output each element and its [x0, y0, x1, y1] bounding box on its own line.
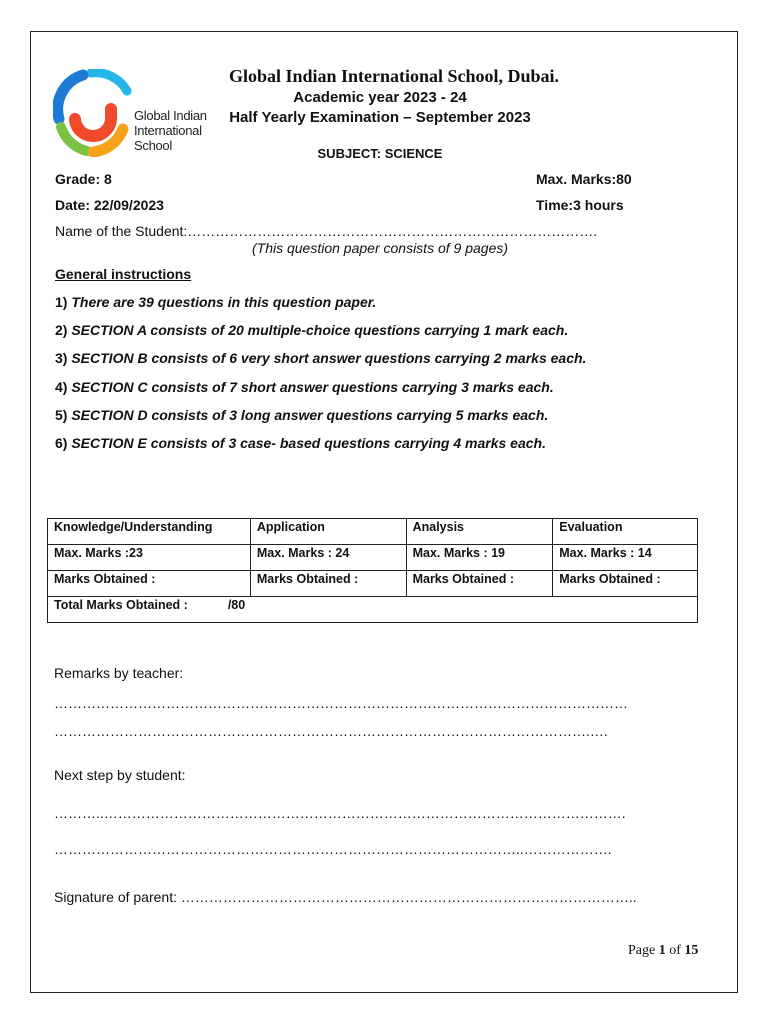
table-cell: Marks Obtained : — [48, 571, 251, 597]
instructions-heading: General instructions — [55, 266, 192, 282]
instruction-item: 3) SECTION B consists of 6 very short answer questions carrying 2 marks each. — [55, 350, 587, 366]
table-cell: Max. Marks :23 — [48, 545, 251, 571]
table-cell: Max. Marks : 24 — [250, 545, 406, 571]
student-next-step-line: ………………………………………………………………………………………..………………. — [54, 841, 612, 857]
table-header: Knowledge/Understanding — [48, 519, 251, 545]
student-next-step-label: Next step by student: — [54, 767, 186, 783]
total-marks-cell: Total Marks Obtained : /80 — [48, 597, 698, 623]
instruction-item: 2) SECTION A consists of 20 multiple-choice questions carrying 1 mark each. — [55, 322, 569, 338]
table-cell: Marks Obtained : — [406, 571, 553, 597]
exam-title: Half Yearly Examination – September 2023 — [229, 109, 531, 126]
max-marks: Max. Marks:80 — [536, 171, 632, 187]
subject: SUBJECT: SCIENCE — [317, 146, 443, 161]
grade: Grade: 8 — [55, 171, 112, 187]
table-cell: Marks Obtained : — [553, 571, 698, 597]
teacher-remarks-line: …………………………………………………………………………………………………….…. — [54, 723, 608, 739]
pages-note: (This question paper consists of 9 pages) — [251, 240, 509, 256]
table-row — [48, 519, 698, 545]
instruction-item: 5) SECTION D consists of 3 long answer questions carrying 5 marks each. — [55, 407, 549, 423]
teacher-remarks-line: …………………………………………………………………………………………………………… — [54, 695, 628, 711]
table-row — [48, 571, 698, 597]
student-next-step-line: ………..…………………………………………………………………………………………………. — [54, 805, 626, 821]
table-cell: Max. Marks : 14 — [553, 545, 698, 571]
table-cell: Marks Obtained : — [250, 571, 406, 597]
table-row — [48, 597, 698, 623]
table-header: Evaluation — [553, 519, 698, 545]
school-name: Global Indian International School, Dubai. — [228, 66, 560, 86]
table-cell: Max. Marks : 19 — [406, 545, 553, 571]
table-row — [48, 545, 698, 571]
instruction-item: 4) SECTION C consists of 7 short answer questions carrying 3 marks each. — [55, 379, 554, 395]
marks-table — [47, 518, 698, 623]
table-header: Application — [250, 519, 406, 545]
student-name-field: Name of the Student:……………………………………………………………………………. — [55, 223, 598, 239]
logo-text: Global Indian International School — [134, 108, 207, 153]
instruction-item: 1) There are 39 questions in this question paper. — [55, 294, 377, 310]
instruction-item: 6) SECTION E consists of 3 case- based questions carrying 4 marks each. — [55, 435, 546, 451]
exam-date: Date: 22/09/2023 — [55, 197, 164, 213]
teacher-remarks-label: Remarks by teacher: — [54, 665, 184, 681]
exam-time: Time:3 hours — [536, 197, 624, 213]
page-number: Page 1 of 15 — [628, 943, 699, 958]
parent-signature-line: Signature of parent: …………………………………………………………………………………….. — [54, 889, 637, 905]
academic-year: Academic year 2023 - 24 — [293, 89, 467, 106]
table-header: Analysis — [406, 519, 553, 545]
